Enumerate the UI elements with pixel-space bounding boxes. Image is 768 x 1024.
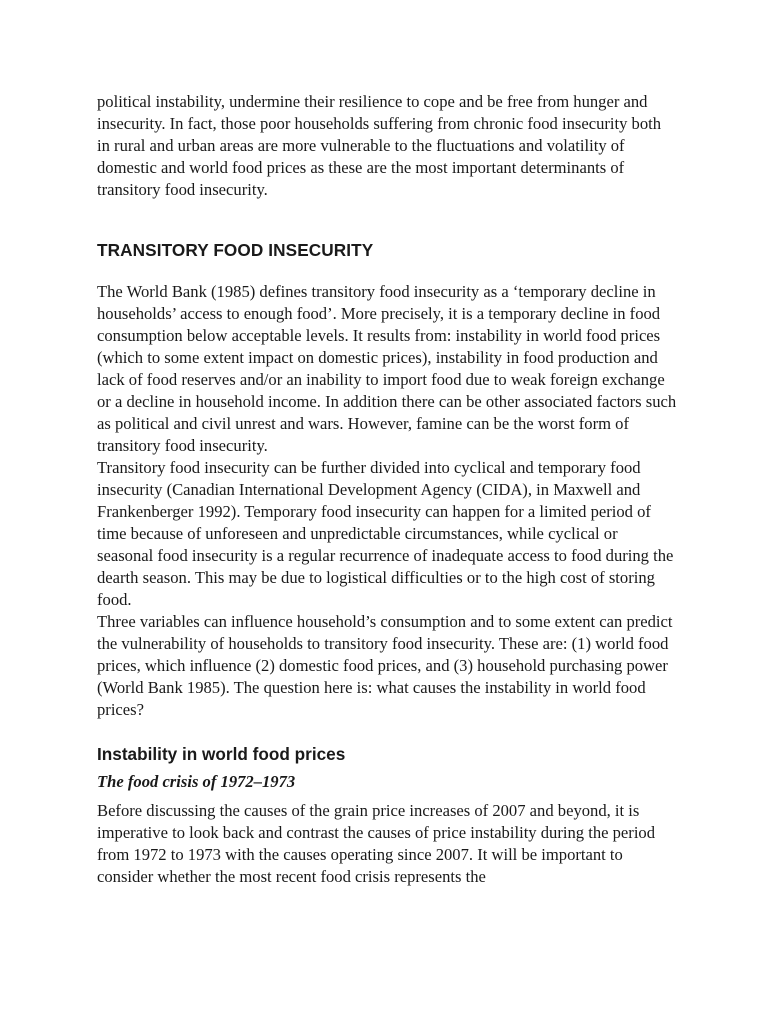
- section-paragraph-1: The World Bank (1985) defines transitory food insecurity as a ‘temporary decline in households’ access to enough food’. More precisely, it is a temporary decline in food consumption below acceptable levels. It results from: instability in world food prices (which to some extent impact on domestic prices), instability in food production and lack of food reserves and/or an inability to import food due to weak foreign exchange or a decline in household income. In addition there can be other associated factors such as political and civil unrest and wars. However, famine can be the worst form of transitory food insecurity.: [97, 282, 677, 455]
- document-page: [97, 91, 677, 888]
- section-heading: TRANSITORY FOOD INSECURITY: [97, 240, 374, 260]
- section-paragraph-3: Three variables can influence household’s consumption and to some extent can predict the vulnerability of households to transitory food insecurity. These are: (1) world food prices, which influence (2) domestic food prices, and (3) household purchasing power (World Bank 1985). The question here is: what causes the instability in world food prices?: [97, 612, 673, 719]
- intro-paragraph: political instability, undermine their resilience to cope and be free from hunger and insecurity. In fact, those poor households suffering from chronic food insecurity both in rural and urban areas are more vulnerable to the fluctuations and volatility of domestic and world food prices as these are the most important determinants of transitory food insecurity.: [97, 92, 662, 199]
- final-paragraph: Before discussing the causes of the grain price increases of 2007 and beyond, it is imperative to look back and contrast the causes of price instability during the period from 1972 to 1973 with the causes operating since 2007. It will be important to consider whether the most recent food crisis represents the: [97, 801, 656, 886]
- subsection-heading: Instability in world food prices: [97, 744, 346, 764]
- section-paragraph-2: Transitory food insecurity can be further divided into cyclical and temporary food insecurity (Canadian International Development Agency (CIDA), in Maxwell and Frankenberger 1992). Temporary food insecurity can happen for a limited period of time because of unforeseen and unpredictable circumstances, while cyclical or seasonal food insecurity is a regular recurrence of inadequate access to food during the dearth season. This may be due to logistical difficulties or to the high cost of storing food.: [97, 458, 674, 609]
- subsubsection-heading: The food crisis of 1972–1973: [97, 772, 296, 791]
